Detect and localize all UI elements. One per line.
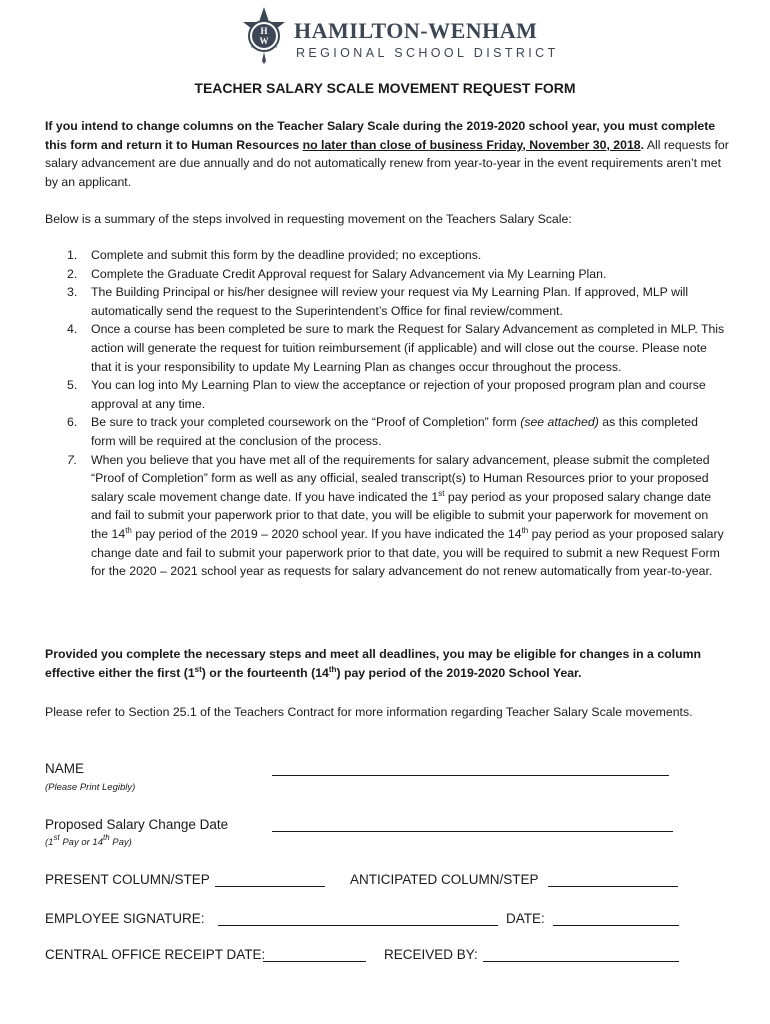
anticipated-column-step-field[interactable] [548,886,678,887]
hint-text: Pay or 14 [59,837,103,848]
svg-text:H: H [260,26,268,36]
present-column-step-label: PRESENT COLUMN/STEP [45,872,210,887]
receipt-date-label: CENTRAL OFFICE RECEIPT DATE: [45,947,266,962]
salary-change-date-hint [45,833,132,848]
step-text: Once a course has been completed be sure to mark the Request for Salary Advancement as completed in MLP. This action will generate the request for tuition reimbursement (if applicable) and will close out the course. Please note that it is your responsibility to update My Learning Plan as changes occur throughout the process. [91,322,725,374]
receipt-date-field[interactable] [263,961,366,962]
name-hint: (Please Print Legibly) [45,782,136,793]
step-text: You can log into My Learning Plan to view the acceptance or rejection of your proposed program plan and course approval at any time. [91,378,706,411]
contract-reference: Please refer to Section 25.1 of the Teachers Contract for more information regarding Teacher Salary Scale movements. [45,705,693,719]
step-text: pay period as your proposed salary change date and fail to submit your paperwork prior to that date, you will be eligible to submit your paperwork for movement on the 14 [91,489,712,541]
step-number: 1. [67,248,78,262]
district-name: HAMILTON-WENHAM [294,18,538,43]
closing-text: Provided you complete the necessary steps and meet all deadlines, you may be eligible for changes in a column effective either the first (1 [45,647,702,680]
step-number: 5. [67,378,78,393]
step-number: 3. [67,285,78,300]
salary-change-date-field[interactable] [272,831,673,832]
step-text: Complete the Graduate Credit Approval request for Salary Advancement via My Learning Plan. [91,266,607,281]
list-item [45,413,725,450]
intro-paragraph [45,117,735,191]
step-text: The Building Principal or his/her designee will review your request via My Learning Plan. If approved, MLP will automatically send the request to the Superintendent’s Office for final review/comment. [91,285,689,318]
district-logo [238,6,559,66]
ordinal-suffix: th [125,525,132,535]
ordinal-suffix: st [53,833,60,842]
svg-text:W: W [259,36,269,46]
employee-signature-field[interactable] [218,925,498,926]
district-subtitle: REGIONAL SCHOOL DISTRICT [296,46,559,60]
signature-date-label: DATE: [506,911,545,926]
step-number: 6. [67,415,78,430]
intro-period: . [640,137,645,152]
intro-deadline: no later than close of business Friday, November 30, 2018 [302,137,641,152]
intro-bold: If you intend to change columns on the Teacher Salary Scale during the 2019-2020 school year, you must complete this form and return it to Human Resources [45,119,716,152]
ordinal-suffix: th [103,833,110,842]
list-item [45,451,725,581]
step-text: pay period as your proposed salary change date and fail to submit your paperwork prior to that date, you will be required to submit a new Request Form for the 2020 – 2021 school year as requests for salary advancement do not renew automatically from year-to-year. [91,526,724,579]
ordinal-suffix: th [328,664,337,674]
step-text: When you believe that you have met all of the requirements for salary advancement, please submit the completed “Proof of Completion” form as well as any official, sealed transcript(s) to Human Resources prior to your proposed salary scale movement change date. If you have indicated the 1 [91,452,710,504]
closing-paragraph [45,645,735,682]
intro-rest: All requests for salary advancement are due annually and do not automatically renew from year-to-year in the event requirements aren’t met by an applicant. [45,137,729,189]
step-number: 2. [67,266,78,281]
form-title: TEACHER SALARY SCALE MOVEMENT REQUEST FORM [194,80,576,96]
ordinal-suffix: st [438,488,445,498]
hint-text: (1 [45,837,54,848]
step-text: pay period of the 2019 – 2020 school year. If you have indicated the 14 [131,526,522,541]
employee-signature-label: EMPLOYEE SIGNATURE: [45,911,205,926]
received-by-label: RECEIVED BY: [384,947,478,962]
hint-text: Pay) [109,837,132,848]
step-number: 7. [67,452,78,467]
salary-change-date-label: Proposed Salary Change Date [45,817,229,832]
present-column-step-field[interactable] [215,886,325,887]
step-text-a: Be sure to track your completed coursework on the “Proof of Completion” form [91,415,521,430]
list-item [45,320,725,376]
received-by-field[interactable] [483,961,679,962]
closing-text: ) pay period of the 2019-2020 School Year. [336,665,582,680]
anticipated-column-step-label: ANTICIPATED COLUMN/STEP [350,872,539,887]
list-item [45,283,725,320]
name-field[interactable] [272,775,669,776]
list-item [45,376,725,413]
steps-list [45,246,725,581]
summary-text: Below is a summary of the steps involved in requesting movement on the Teachers Salary Scale: [45,212,572,226]
step-text-italic: (see attached) [520,415,599,430]
ordinal-suffix: th [521,525,529,535]
closing-text: ) or the fourteenth (14 [201,665,329,680]
signature-date-field[interactable] [553,925,679,926]
step-text-b: as this completed form will be required at the conclusion of the process. [91,415,698,448]
step-number: 4. [67,322,78,337]
list-item [45,265,725,284]
list-item [45,246,725,265]
district-seal-icon [238,6,290,66]
ordinal-suffix: st [194,664,202,674]
step-text: Complete and submit this form by the deadline provided; no exceptions. [91,248,482,262]
name-label: NAME [45,761,85,776]
